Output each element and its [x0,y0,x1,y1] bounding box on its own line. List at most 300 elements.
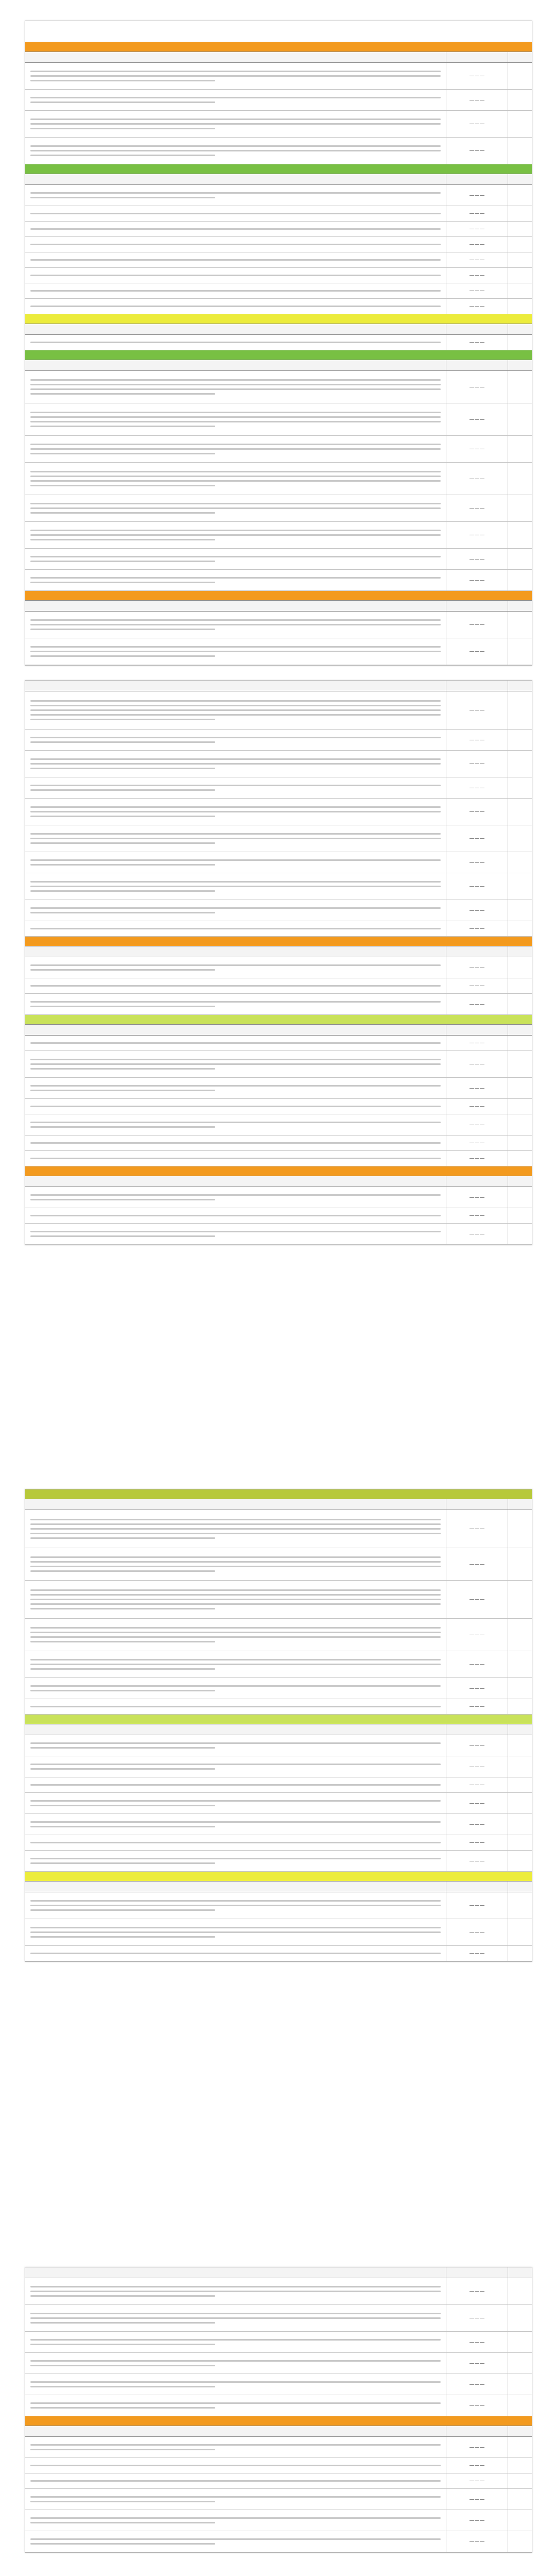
section-band [25,1015,532,1025]
row-number [508,1919,532,1945]
table-row [25,978,532,994]
row-number [508,1735,532,1756]
text-line-placeholder [30,2496,441,2498]
row-description [25,185,446,206]
text-line-placeholder [30,1537,215,1539]
row-description [25,1078,446,1098]
text-line-placeholder [30,228,441,230]
text-line-placeholder [30,412,441,413]
text-line-placeholder [30,507,441,509]
row-number [508,185,532,206]
text-line-placeholder [30,646,441,648]
text-line-placeholder [30,145,441,147]
text-line-placeholder [30,1235,215,1237]
table-row [25,299,532,314]
text-line-placeholder [30,890,215,892]
row-date: ——— [446,1036,508,1050]
row-description [25,1619,446,1651]
text-line-placeholder [30,556,441,557]
table-row [25,777,532,799]
row-number [508,237,532,252]
row-description [25,63,446,89]
text-line-placeholder [30,1706,441,1707]
row-date: ——— [446,777,508,798]
row-date: ——— [446,2489,508,2510]
row-description [25,825,446,852]
text-line-placeholder [30,768,215,769]
text-line-placeholder [30,290,441,292]
row-description [25,436,446,462]
table-row [25,1814,532,1835]
row-date: ——— [446,549,508,569]
table-row [25,1735,532,1756]
row-date: ——— [446,2278,508,2304]
text-line-placeholder [30,471,441,472]
text-line-placeholder [30,1768,215,1770]
text-line-placeholder [30,1006,215,1007]
row-description [25,252,446,267]
text-line-placeholder [30,1068,215,1070]
text-line-placeholder [30,1927,441,1928]
row-number [508,1756,532,1777]
row-date: ——— [446,1851,508,1871]
table-row [25,1919,532,1946]
text-line-placeholder [30,785,441,786]
row-date: ——— [446,1051,508,1077]
row-number [508,777,532,798]
document-title [25,21,532,42]
row-date: ——— [446,1756,508,1777]
row-date: ——— [446,2353,508,2374]
text-line-placeholder [30,1862,215,1864]
row-description [25,1099,446,1114]
text-line-placeholder [30,838,441,839]
text-line-placeholder [30,1556,441,1558]
text-line-placeholder [30,1090,215,1091]
row-number [508,751,532,777]
text-line-placeholder [30,150,441,151]
row-number [508,111,532,137]
row-number [508,994,532,1014]
table-row [25,549,532,570]
row-description [25,2278,446,2304]
text-line-placeholder [30,197,215,198]
row-date: ——— [446,111,508,137]
row-description [25,978,446,993]
text-line-placeholder [30,2386,215,2387]
text-line-placeholder [30,655,215,657]
row-number [508,1651,532,1677]
table-row [25,1151,532,1166]
row-number [508,1208,532,1223]
table-row [25,1548,532,1581]
row-date: ——— [446,570,508,590]
row-description [25,1510,446,1548]
row-number [508,2531,532,2552]
row-number [508,1699,532,1714]
row-number [508,522,532,548]
text-line-placeholder [30,1126,215,1128]
section-band [25,1489,532,1499]
text-line-placeholder [30,2407,215,2409]
row-date: ——— [446,730,508,750]
row-number [508,1151,532,1166]
row-date: ——— [446,436,508,462]
row-description [25,2458,446,2473]
row-description [25,570,446,590]
row-number [508,1892,532,1919]
row-date: ——— [446,2374,508,2395]
row-description [25,799,446,825]
text-line-placeholder [30,275,441,276]
text-line-placeholder [30,1106,441,1107]
text-line-placeholder [30,2522,215,2523]
table-row [25,463,532,495]
text-line-placeholder [30,123,441,125]
text-line-placeholder [30,75,441,77]
table-row [25,1699,532,1715]
row-date: ——— [446,900,508,921]
text-line-placeholder [30,512,215,514]
row-date: ——— [446,2395,508,2416]
row-description [25,1835,446,1850]
text-line-placeholder [30,539,215,540]
text-line-placeholder [30,1627,441,1629]
row-date: ——— [446,283,508,298]
row-number [508,2332,532,2352]
text-line-placeholder [30,97,441,98]
table-row [25,873,532,900]
text-line-placeholder [30,2313,441,2314]
row-number [508,978,532,993]
row-number [508,957,532,978]
table-row [25,1099,532,1114]
section-band [25,314,532,324]
row-date: ——— [446,1919,508,1945]
row-date: ——— [446,495,508,521]
table-row [25,185,532,206]
table-row [25,2510,532,2531]
row-description [25,957,446,978]
text-line-placeholder [30,816,215,817]
text-line-placeholder [30,2291,441,2292]
row-date: ——— [446,63,508,89]
table-row [25,1651,532,1678]
text-line-placeholder [30,1953,441,1954]
row-number [508,1051,532,1077]
row-description [25,1793,446,1814]
row-description [25,751,446,777]
row-description [25,138,446,164]
section-band [25,164,532,174]
table-row [25,111,532,138]
row-description [25,994,446,1014]
row-number [508,1036,532,1050]
row-date: ——— [446,1136,508,1150]
section-band [25,591,532,601]
table-row [25,2305,532,2332]
table-row [25,1224,532,1245]
text-line-placeholder [30,1821,441,1823]
text-line-placeholder [30,806,441,808]
row-date: ——— [446,206,508,221]
text-line-placeholder [30,128,215,129]
row-number [508,222,532,236]
row-description [25,1678,446,1699]
table-row [25,371,532,403]
table-row [25,1946,532,1961]
table-header-row [25,2267,532,2278]
table-row [25,2374,532,2395]
row-number [508,691,532,729]
row-number [508,2353,532,2374]
table-header-row [25,681,532,691]
row-date: ——— [446,1835,508,1850]
table-row [25,1114,532,1136]
row-description [25,335,446,350]
text-line-placeholder [30,969,215,971]
table-header-row [25,52,532,63]
row-date: ——— [446,237,508,252]
row-date: ——— [446,1548,508,1580]
table-row [25,2458,532,2473]
text-line-placeholder [30,985,441,987]
row-number [508,2278,532,2304]
row-description [25,495,446,521]
row-number [508,1793,532,1814]
text-line-placeholder [30,379,441,381]
row-date: ——— [446,2531,508,2552]
table-row [25,691,532,730]
table-row [25,495,532,522]
section-band [25,1715,532,1724]
row-number [508,825,532,852]
text-line-placeholder [30,928,441,929]
text-line-placeholder [30,1909,215,1911]
table-row [25,730,532,751]
row-description [25,1651,446,1677]
row-number [508,1835,532,1850]
text-line-placeholder [30,1533,441,1534]
text-line-placeholder [30,1142,441,1144]
row-description [25,2332,446,2352]
row-description [25,1548,446,1580]
row-date: ——— [446,1892,508,1919]
row-date: ——— [446,1510,508,1548]
text-line-placeholder [30,1842,441,1843]
text-line-placeholder [30,1599,441,1600]
row-description [25,237,446,252]
text-line-placeholder [30,741,215,743]
table-row [25,921,532,937]
table-row [25,2278,532,2305]
text-line-placeholder [30,342,441,343]
row-number [508,2437,532,2458]
row-date: ——— [446,2458,508,2473]
text-line-placeholder [30,1685,441,1687]
section-band [25,42,532,52]
row-description [25,2473,446,2488]
row-number [508,2395,532,2416]
text-line-placeholder [30,388,441,390]
text-line-placeholder [30,259,441,261]
row-number [508,1187,532,1208]
text-line-placeholder [30,448,441,450]
text-line-placeholder [30,2381,441,2383]
text-line-placeholder [30,763,441,765]
text-line-placeholder [30,2517,441,2519]
row-date: ——— [446,612,508,638]
text-line-placeholder [30,155,215,156]
text-line-placeholder [30,476,441,477]
row-description [25,206,446,221]
table-row [25,1136,532,1151]
text-line-placeholder [30,714,441,716]
section-band [25,1872,532,1882]
table-row [25,799,532,825]
row-description [25,1051,446,1077]
text-line-placeholder [30,1784,441,1786]
row-description [25,111,446,137]
table-row [25,1078,532,1099]
text-line-placeholder [30,1085,441,1087]
table-row [25,1793,532,1814]
row-date: ——— [446,957,508,978]
row-number [508,335,532,350]
text-line-placeholder [30,2344,215,2345]
table-header-row [25,946,532,957]
text-line-placeholder [30,453,215,454]
row-date: ——— [446,1793,508,1814]
row-number [508,206,532,221]
table-row [25,283,532,299]
row-date: ——— [446,1224,508,1244]
row-description [25,2353,446,2374]
text-line-placeholder [30,651,441,652]
table-header-row [25,174,532,185]
table-row [25,1892,532,1919]
section-band [25,350,532,360]
text-line-placeholder [30,2449,215,2450]
table-row [25,2437,532,2458]
table-row [25,522,532,549]
table-row [25,1510,532,1548]
table-row [25,2332,532,2353]
row-description [25,2489,446,2510]
row-date: ——— [446,691,508,729]
text-line-placeholder [30,2360,441,2362]
table-row [25,1581,532,1619]
text-line-placeholder [30,1042,441,1044]
row-description [25,2374,446,2395]
row-description [25,2510,446,2531]
text-line-placeholder [30,2444,441,2446]
row-description [25,463,446,495]
row-description [25,1036,446,1050]
row-description [25,268,446,283]
row-number [508,873,532,900]
text-line-placeholder [30,384,441,385]
row-date: ——— [446,252,508,267]
text-line-placeholder [30,705,441,706]
row-description [25,612,446,638]
row-date: ——— [446,185,508,206]
text-line-placeholder [30,71,441,72]
table-row [25,1756,532,1777]
text-line-placeholder [30,719,215,720]
row-date: ——— [446,978,508,993]
text-line-placeholder [30,577,441,579]
text-line-placeholder [30,1858,441,1859]
text-line-placeholder [30,444,441,445]
text-line-placeholder [30,80,215,81]
row-description [25,2531,446,2552]
row-number [508,299,532,314]
row-number [508,2305,532,2331]
table-row [25,2473,532,2489]
row-description [25,222,446,236]
text-line-placeholder [30,1122,441,1123]
text-line-placeholder [30,2538,441,2540]
row-number [508,900,532,921]
text-line-placeholder [30,737,441,738]
table-row [25,2531,532,2552]
row-date: ——— [446,268,508,283]
row-number [508,403,532,435]
row-date: ——— [446,371,508,403]
table-row [25,237,532,252]
table-header-row [25,1176,532,1187]
row-description [25,1946,446,1961]
table-header-row [25,1025,532,1036]
table-row [25,1051,532,1078]
row-date: ——— [446,2305,508,2331]
row-number [508,612,532,638]
table-row [25,1187,532,1208]
row-number [508,2458,532,2473]
text-line-placeholder [30,485,215,486]
table-row [25,1851,532,1872]
row-number [508,1814,532,1835]
text-line-placeholder [30,1199,215,1200]
row-date: ——— [446,222,508,236]
row-date: ——— [446,1777,508,1792]
table-row [25,1777,532,1793]
table-row [25,206,532,222]
row-number [508,852,532,873]
row-number [508,799,532,825]
text-line-placeholder [30,1561,441,1563]
row-date: ——— [446,1581,508,1618]
table-row [25,2395,532,2416]
row-description [25,1777,446,1792]
table-header-row [25,1499,532,1510]
text-line-placeholder [30,1001,441,1003]
document-page [25,21,532,666]
row-number [508,2473,532,2488]
section-band [25,1166,532,1176]
text-line-placeholder [30,886,441,887]
text-line-placeholder [30,619,441,621]
text-line-placeholder [30,1900,441,1902]
text-line-placeholder [30,1668,215,1670]
row-description [25,1699,446,1714]
row-date: ——— [446,1208,508,1223]
row-number [508,2374,532,2395]
text-line-placeholder [30,1805,215,1806]
row-date: ——— [446,1699,508,1714]
row-description [25,2395,446,2416]
